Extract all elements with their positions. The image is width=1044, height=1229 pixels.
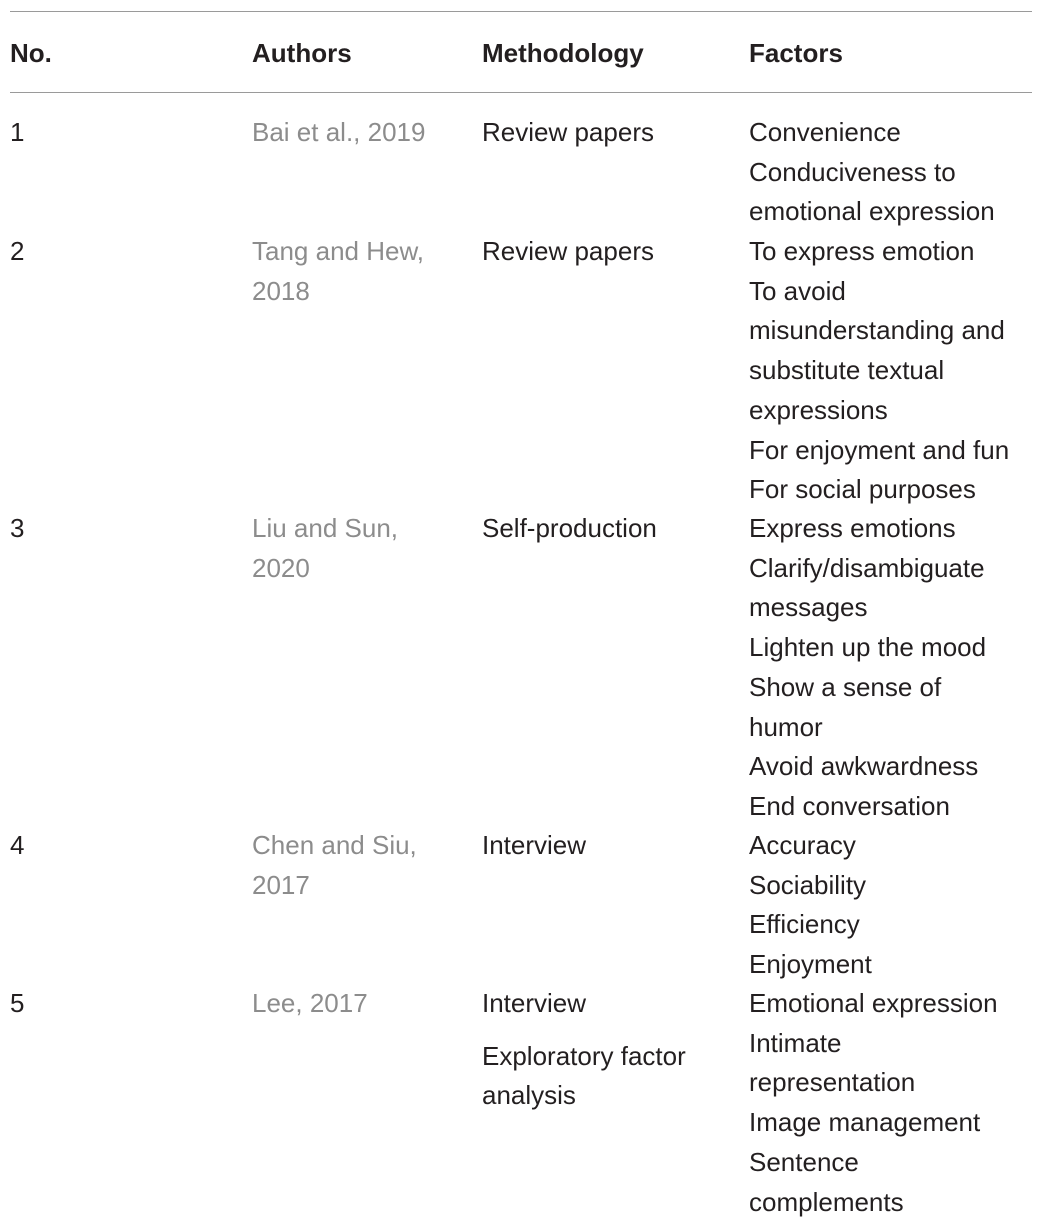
methodology-line: Interview <box>482 988 587 1018</box>
row-methodology <box>482 232 654 272</box>
factor-line: emotional expression <box>749 196 995 227</box>
factor-line: Convenience <box>749 117 901 147</box>
factor-line: To express emotion <box>749 236 975 266</box>
row-number: 5 <box>10 988 25 1018</box>
factor-line: Clarify/disambiguate <box>749 552 985 583</box>
row-methodology <box>482 113 654 153</box>
factor-line: Image management <box>749 1107 981 1138</box>
table-header-rule <box>10 92 1032 93</box>
row-methodology <box>482 984 686 1116</box>
table-top-rule <box>10 11 1032 12</box>
factor-line: substitute textual <box>749 355 945 386</box>
row-authors <box>252 113 425 153</box>
factor-line: Conduciveness to <box>749 156 956 187</box>
factor-line: Avoid awkwardness <box>749 751 979 782</box>
factor-line: To avoid <box>749 275 846 306</box>
factor-line: humor <box>749 711 823 742</box>
authors-line: Lee, 2017 <box>252 988 368 1018</box>
factor-line: For social purposes <box>749 474 976 505</box>
authors-line: 2020 <box>252 552 310 583</box>
header-factors: Factors <box>749 38 843 68</box>
factor-line: Efficiency <box>749 909 860 940</box>
factor-line: messages <box>749 592 868 623</box>
methodology-line: Exploratory factor <box>482 1040 686 1071</box>
row-number: 1 <box>10 117 25 147</box>
row-methodology <box>482 509 657 549</box>
methodology-line: Review papers <box>482 117 654 147</box>
factor-line: Show a sense of <box>749 671 942 702</box>
methodology-line: Interview <box>482 830 587 860</box>
factor-line: complements <box>749 1186 904 1217</box>
authors-line: 2018 <box>252 275 310 306</box>
factor-line: Sentence <box>749 1146 859 1177</box>
factor-line: Enjoyment <box>749 949 872 980</box>
methodology-line: Self-production <box>482 513 657 543</box>
factor-line: representation <box>749 1067 916 1098</box>
header-methodology: Methodology <box>482 38 644 68</box>
factor-line: Accuracy <box>749 830 856 860</box>
row-number: 3 <box>10 513 25 543</box>
authors-line: 2017 <box>252 869 310 900</box>
row-factors <box>749 826 872 985</box>
row-authors <box>252 984 368 1024</box>
methodology-line: analysis <box>482 1080 576 1111</box>
factor-line: Express emotions <box>749 513 956 543</box>
row-authors <box>252 509 398 588</box>
authors-line: Chen and Siu, <box>252 830 417 860</box>
methodology-line: Review papers <box>482 236 654 266</box>
factor-line: Intimate <box>749 1027 842 1058</box>
factor-line: For enjoyment and fun <box>749 434 1010 465</box>
row-methodology <box>482 826 586 866</box>
row-factors <box>749 113 995 232</box>
factor-line: Sociability <box>749 869 867 900</box>
factor-line: Emotional expression <box>749 988 998 1018</box>
row-factors <box>749 509 986 827</box>
row-factors <box>749 984 998 1222</box>
authors-line: Tang and Hew, <box>252 236 425 266</box>
authors-line: Bai et al., 2019 <box>252 117 426 147</box>
factor-line: Lighten up the mood <box>749 632 987 663</box>
factor-line: End conversation <box>749 790 950 821</box>
row-authors <box>252 232 424 311</box>
header-authors: Authors <box>252 38 352 68</box>
header-no: No. <box>10 38 52 68</box>
factor-line: expressions <box>749 394 888 425</box>
row-factors <box>749 232 1009 510</box>
row-number: 2 <box>10 236 25 266</box>
row-authors <box>252 826 417 905</box>
factor-line: misunderstanding and <box>749 315 1005 346</box>
authors-line: Liu and Sun, <box>252 513 399 543</box>
row-number: 4 <box>10 830 25 860</box>
